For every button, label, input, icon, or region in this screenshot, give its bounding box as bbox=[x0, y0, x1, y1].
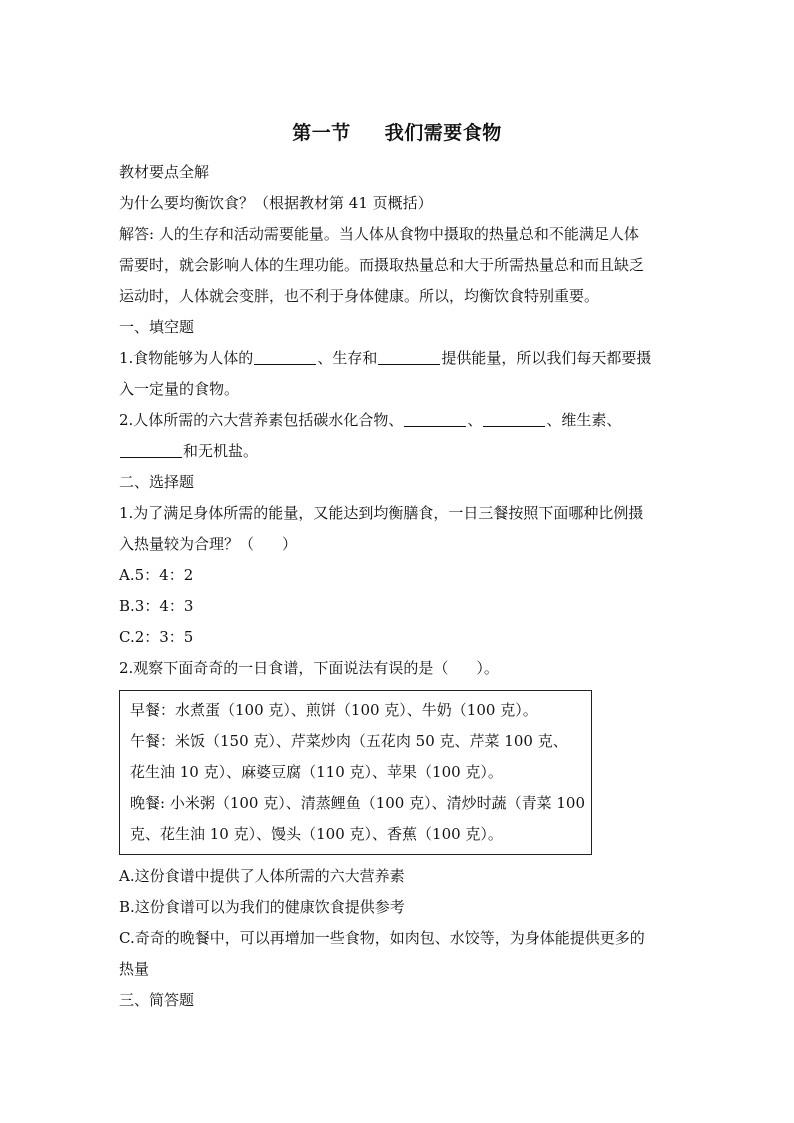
fill-blank-heading: 一、填空题 bbox=[119, 318, 195, 336]
answer-line-2: 需要时，就会影响人体的生理功能。而摄取热量总和大于所需热量总和而且缺乏 bbox=[119, 256, 645, 274]
fill-blank-q2-line1: 2.人体所需的六大营养素包括碳水化合物、 、 、维生素、 bbox=[119, 411, 622, 429]
key-points-question: 为什么要均衡饮食？（根据教材第 41 页概括） bbox=[119, 194, 433, 212]
menu-line-breakfast: 早餐：水煮蛋（100 克）、煎饼（100 克）、牛奶（100 克）。 bbox=[130, 701, 538, 719]
daily-menu-box bbox=[119, 690, 592, 855]
choice-q2-option-c-line2: 热量 bbox=[119, 960, 150, 978]
title-section-name: 我们需要食物 bbox=[384, 122, 502, 144]
choice-q1-line2: 入热量较为合理？（ ） bbox=[119, 535, 298, 553]
fill-blank-q1-line2: 入一定量的食物。 bbox=[119, 380, 240, 398]
choice-q2-option-b: B.这份食谱可以为我们的健康饮食提供参考 bbox=[119, 898, 405, 916]
menu-line-lunch-1: 午餐：米饭（150 克）、芹菜炒肉（五花肉 50 克、芹菜 100 克、 bbox=[130, 732, 568, 750]
answer-line-1: 解答: 人的生存和活动需要能量。当人体从食物中摄取的热量总和不能满足人体 bbox=[119, 225, 639, 243]
choice-q2-option-c-line1: C.奇奇的晚餐中，可以再增加一些食物，如肉包、水饺等，为身体能提供更多的 bbox=[119, 929, 645, 947]
menu-line-lunch-2: 花生油 10 克）、麻婆豆腐（110 克）、苹果（100 克）。 bbox=[130, 763, 503, 781]
menu-line-dinner-1: 晚餐: 小米粥（100 克）、清蒸鲤鱼（100 克）、清炒时蔬（青菜 100 bbox=[130, 794, 586, 812]
fill-blank-q2-line2: 和无机盐。 bbox=[119, 436, 679, 467]
answer-blank[interactable] bbox=[120, 442, 182, 458]
choice-q1-line1: 1.为了满足身体所需的能量，又能达到均衡膳食，一日三餐按照下面哪种比例摄 bbox=[119, 504, 644, 522]
answer-blank[interactable] bbox=[483, 411, 545, 427]
choice-q1-option-c: C.2：3：5 bbox=[119, 628, 194, 646]
menu-line-dinner-2: 克、花生油 10 克）、馒头（100 克）、香蕉（100 克）。 bbox=[130, 825, 503, 843]
choice-q1-option-b: B.3：4：3 bbox=[119, 597, 194, 615]
answer-blank[interactable] bbox=[254, 349, 316, 365]
short-answer-heading: 三、简答题 bbox=[119, 991, 195, 1009]
choice-q1-option-a: A.5：4：2 bbox=[119, 566, 194, 584]
title-section-number: 第一节 bbox=[292, 122, 351, 144]
choice-heading: 二、选择题 bbox=[119, 473, 195, 491]
fill-blank-q1-line1: 1.食物能够为人体的 、生存和 提供能量，所以我们每天都要摄 bbox=[119, 349, 652, 367]
answer-blank[interactable] bbox=[404, 411, 466, 427]
answer-line-3: 运动时，人体就会变胖，也不利于身体健康。所以，均衡饮食特别重要。 bbox=[119, 287, 600, 305]
choice-q2-option-a: A.这份食谱中提供了人体所需的六大营养素 bbox=[119, 867, 405, 885]
answer-blank[interactable] bbox=[378, 349, 440, 365]
document-body bbox=[119, 157, 679, 1016]
page-title bbox=[0, 118, 794, 145]
key-points-heading: 教材要点全解 bbox=[119, 163, 210, 181]
choice-q2-stem: 2.观察下面奇奇的一日食谱，下面说法有误的是（ ）。 bbox=[119, 659, 499, 677]
